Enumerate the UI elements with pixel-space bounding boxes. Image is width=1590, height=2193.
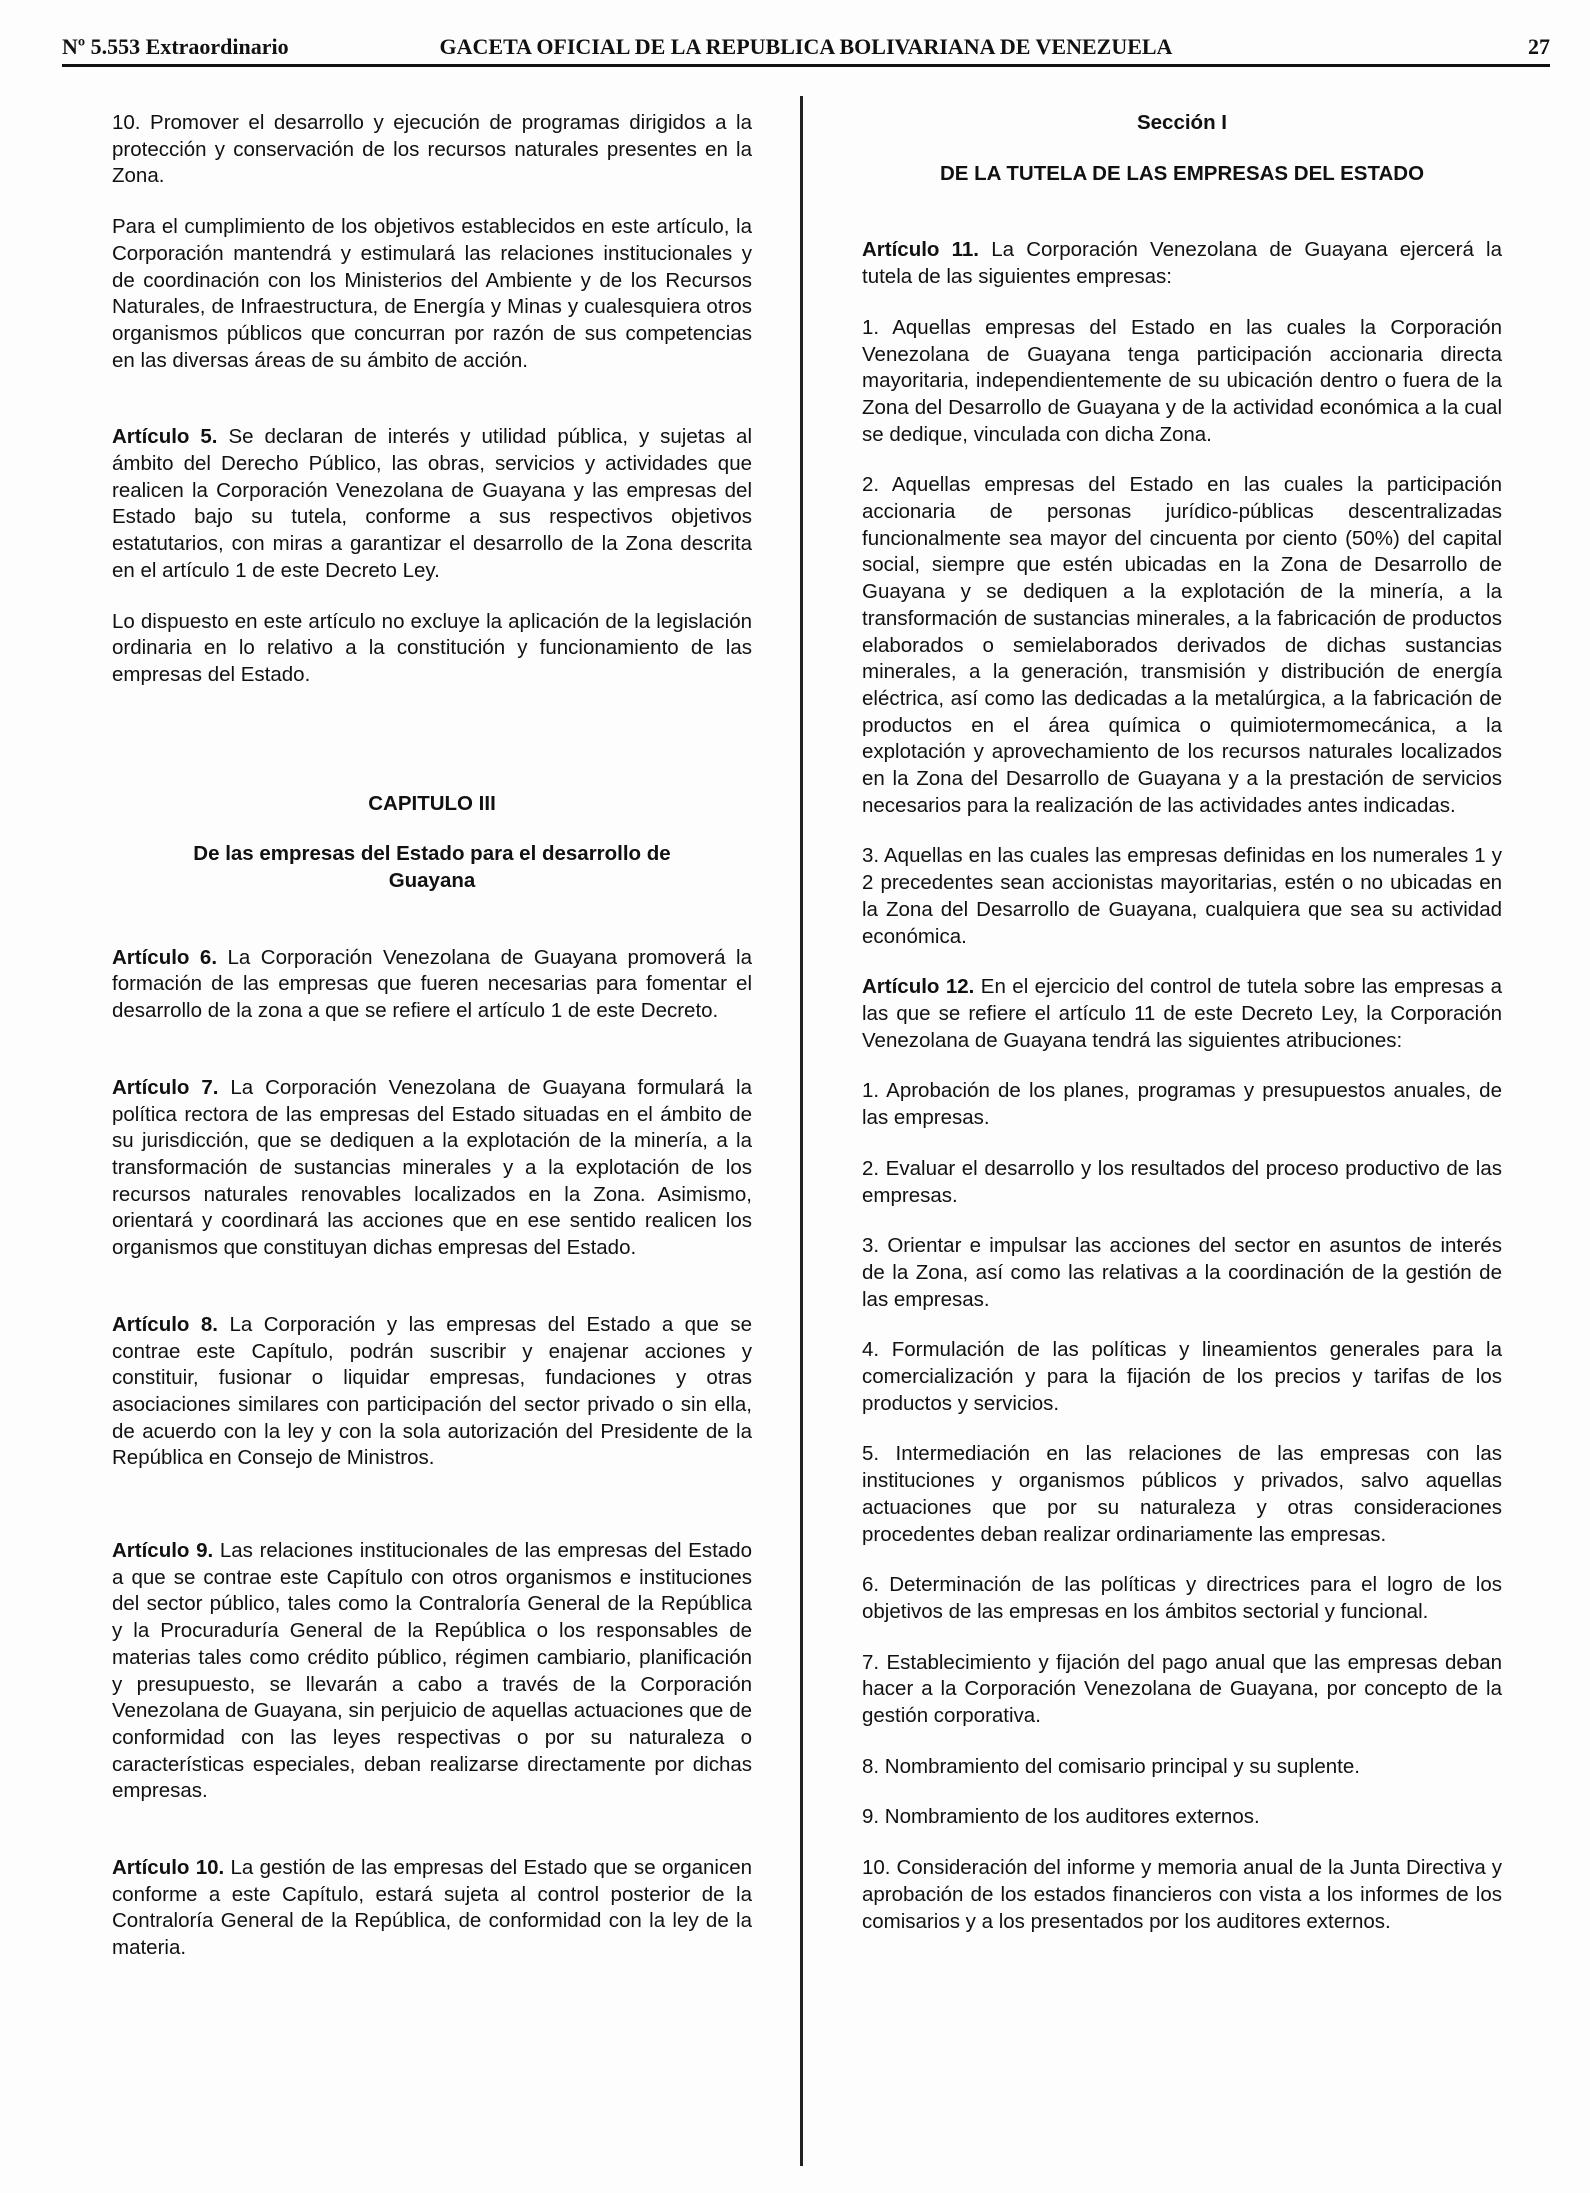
article-text: La Corporación Venezolana de Guayana promoverá la formación de las empresas que fueren necesarias para fomentar el desarrollo de la zona a que se refiere el artículo 1 de este Decreto. xyxy=(112,945,752,1023)
right-column xyxy=(862,110,1502,1935)
paragraph: Lo dispuesto en este artículo no excluye la aplicación de la legislación ordinaria en lo relativo a la constitución y funcionamiento de las empresas del Estado. xyxy=(112,609,752,686)
page-number: 27 xyxy=(1528,34,1550,59)
article-text: En el ejercicio del control de tutela sobre las empresas a las que se refiere el artículo 11 de este Decreto Ley, la Corporación Venezolana de Guayana tendrá las siguientes atribuciones: xyxy=(862,975,1503,1052)
article-text: Las relaciones institucionales de las empresas del Estado a que se contrae este Capítulo con otros organismos e instituciones del sector público, tales como la Contraloría General de la República y la Procuraduría General de la República o los responsables de materias tales como crédito público, régimen cambiario, planificación y presupuesto, se llevarán a cabo a través de la Corporación Venezolana de Guayana, sin perjuicio de aquellas actuaciones que de conformidad con las leyes respectivas o por su naturaleza o características especiales, deban realizarse directamente por dichas empresas. xyxy=(112,1539,752,1803)
list-item: 3. Aquellas en las cuales las empresas definidas en los numerales 1 y 2 precedentes sean accionistas mayoritarias, estén o no ubicadas en la Zona del Desarrollo de Guayana, cualquiera que sea su actividad económica. xyxy=(862,844,1502,948)
article-title: Artículo 6. xyxy=(112,945,218,969)
article-11 xyxy=(862,237,1502,290)
section-heading: Sección I xyxy=(1136,111,1227,134)
column-divider xyxy=(800,96,803,2166)
article-12 xyxy=(862,974,1502,1054)
list-item: 4. Formulación de las políticas y lineamientos generales para la comercialización y para la fijación de los precios y tarifas de los productos y servicios. xyxy=(862,1338,1502,1415)
article-8 xyxy=(112,1312,752,1472)
article-title: Artículo 10. xyxy=(112,1856,225,1880)
article-text: La gestión de las empresas del Estado que se organicen conforme a este Capítulo, estará sujeta al control posterior de la Contraloría General de la República, de conformidad con la ley de la materia. xyxy=(112,1856,753,1960)
header-rule xyxy=(62,64,1550,67)
list-item: 2. Aquellas empresas del Estado en las cuales la participación accionaria de personas jurídico-públicas descentralizadas funcionalmente sea mayor del cincuenta por ciento (50%) del capital social, siempre que estén ubicadas en la Zona de Desarrollo de Guayana y se dediquen a la explotación de la minería, a la transformación de sustancias minerales, a la fabricación de productos elaborados o semielaborados derivados de dichas sustancias minerales, a la generación, transmisión y distribución de energía eléctrica, así como las dedicadas a la metalúrgica, a la fabricación de productos en el área química o quimiotermomecánica, a la explotación y aprovechamiento de los recursos naturales localizados en la Zona del Desarrollo de Guayana y a la prestación de servicios necesarios para la realización de las actividades antes indicadas. xyxy=(862,473,1502,817)
list-item: 8. Nombramiento del comisario principal y su suplente. xyxy=(862,1754,1360,1778)
list-item: 5. Intermediación en las relaciones de las empresas con las instituciones y organismos públicos y privados, salvo aquellas actuaciones que por su naturaleza y otras consideraciones procedentes deban realizar ordinariamente las empresas. xyxy=(862,1442,1502,1546)
chapter-heading: CAPITULO III xyxy=(368,791,496,815)
article-text: La Corporación Venezolana de Guayana ejercerá la tutela de las siguientes empresas: xyxy=(862,238,1502,289)
article-text: La Corporación y las empresas del Estado a que se contrae este Capítulo, podrán suscribir y enajenar acciones y constituir, fusionar o liquidar empresas, fundaciones y otras asociaciones similares con participación del sector privado o sin ella, de acuerdo con la ley y con la sola autorización del Presidente de la República en Consejo de Ministros. xyxy=(112,1312,752,1470)
list-item: 1. Aquellas empresas del Estado en las cuales la Corporación Venezolana de Guayana tenga participación accionaria directa mayoritaria, independientemente de su ubicación dentro o fuera de la Zona del Desarrollo de Guayana y de la actividad económica a la cual se dedique, vinculada con dicha Zona. xyxy=(862,315,1502,446)
list-item: 2. Evaluar el desarrollo y los resultados del proceso productivo de las empresas. xyxy=(862,1156,1502,1207)
article-text: La Corporación Venezolana de Guayana formulará la política rectora de las empresas del Estado situadas en el ámbito de su jurisdicción, que se dediquen a la explotación de la minería, a la transformación de sustancias minerales y a la explotación de los recursos naturales renovables localizados en la Zona. Asimismo, orientará y coordinará las acciones que en ese sentido realicen los organismos que constituyan dichas empresas del Estado. xyxy=(112,1075,752,1260)
list-item: 10. Consideración del informe y memoria anual de la Junta Directiva y aprobación de los estados financieros con vista a los informes de los comisarios y a los presentados por los auditores externos. xyxy=(862,1856,1502,1933)
paragraph: Para el cumplimiento de los objetivos establecidos en este artículo, la Corporación mantendrá y estimulará las relaciones institucionales y de coordinación con los Ministerios del Ambiente y de los Recursos Naturales, de Infraestructura, de Energía y Minas y cualesquiera otros organismos públicos que concurran por razón de sus competencias en las diversas áreas de su ámbito de acción. xyxy=(112,215,752,372)
article-title: Artículo 5. xyxy=(112,425,218,449)
gazette-title: GACETA OFICIAL DE LA REPUBLICA BOLIVARIANA DE VENEZUELA xyxy=(439,34,1173,59)
article-title: Artículo 12. xyxy=(862,975,975,999)
list-item: 3. Orientar e impulsar las acciones del sector en asuntos de interés de la Zona, así como las relativas a la coordinación de la gestión de las empresas. xyxy=(862,1234,1502,1311)
chapter-title: De las empresas del Estado para el desarrollo de Guayana xyxy=(193,842,671,893)
left-column xyxy=(112,110,752,1962)
list-item: 9. Nombramiento de los auditores externos. xyxy=(862,1805,1260,1829)
page-header xyxy=(62,34,1550,62)
article-title: Artículo 7. xyxy=(112,1075,219,1099)
list-item: 7. Establecimiento y fijación del pago anual que las empresas deban hacer a la Corporación Venezolana de Guayana, por concepto de la gestión corporativa. xyxy=(862,1650,1502,1728)
section-title: DE LA TUTELA DE LAS EMPRESAS DEL ESTADO xyxy=(939,161,1425,185)
article-5 xyxy=(112,424,752,584)
article-9 xyxy=(112,1538,752,1805)
article-title: Artículo 9. xyxy=(112,1539,214,1563)
article-title: Artículo 8. xyxy=(112,1312,219,1336)
article-6 xyxy=(112,945,752,1025)
list-item: 10. Promover el desarrollo y ejecución de programas dirigidos a la protección y conservación de los recursos naturales presentes en la Zona. xyxy=(112,111,752,188)
article-10 xyxy=(112,1855,752,1962)
article-7 xyxy=(112,1075,752,1262)
list-item: 6. Determinación de las políticas y directrices para el logro de los objetivos de las empresas en los ámbitos sectorial y funcional. xyxy=(862,1573,1502,1623)
list-item: 1. Aprobación de los planes, programas y presupuestos anuales, de las empresas. xyxy=(862,1079,1502,1130)
article-title: Artículo 11. xyxy=(862,238,980,262)
article-text: Se declaran de interés y utilidad pública, y sujetas al ámbito del Derecho Público, las obras, servicios y actividades que realicen la Corporación Venezolana de Guayana y las empresas del Estado bajo su tutela, conforme a sus respectivos objetivos estatutarios, con miras a garantizar el desarrollo de la Zona descrita en el artículo 1 de este Decreto Ley. xyxy=(112,425,753,582)
issue-number: Nº 5.553 Extraordinario xyxy=(62,34,289,59)
